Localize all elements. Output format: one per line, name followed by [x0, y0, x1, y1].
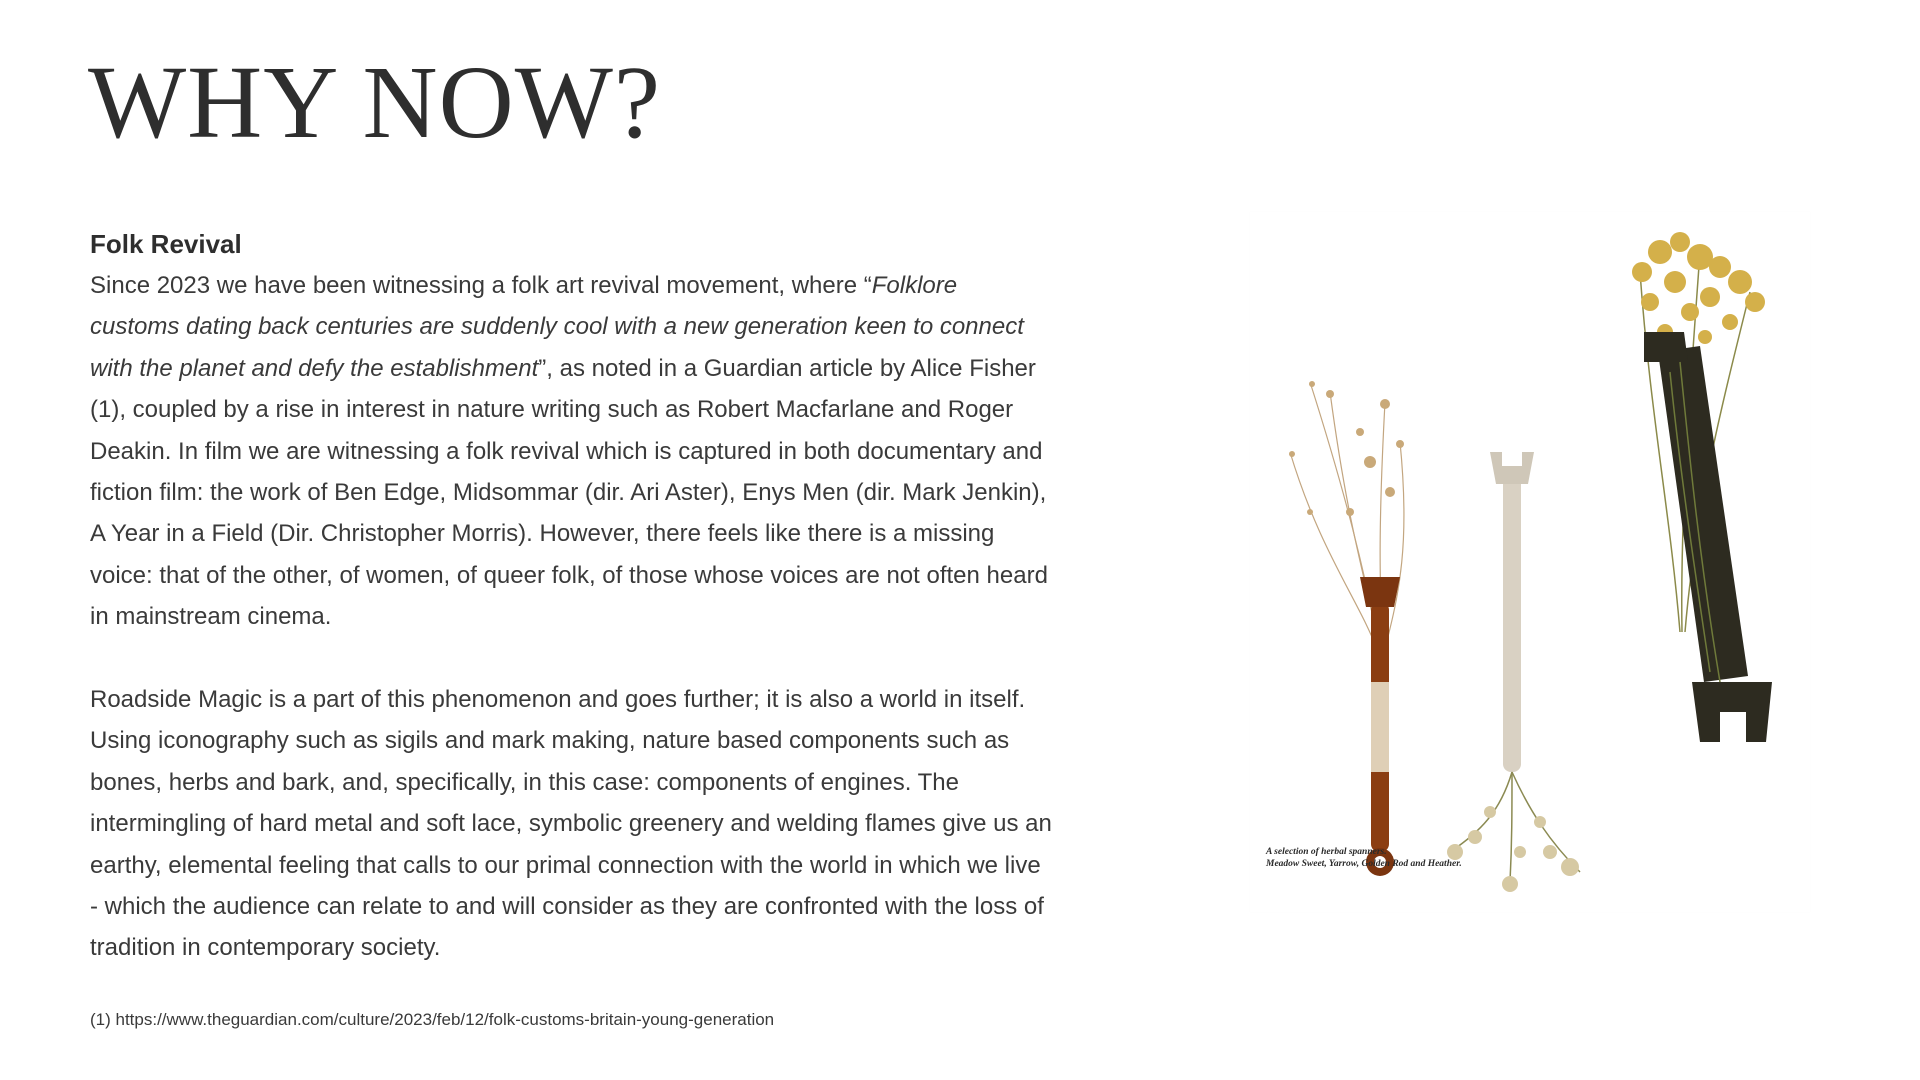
footnote-reference: (1) https://www.theguardian.com/culture/2023/feb/12/folk-customs-britain-young-generation — [90, 1010, 775, 1029]
herbal-spanners-photo — [1250, 212, 1810, 912]
section-heading: Folk Revival — [90, 229, 242, 259]
large-spanner-icon — [1632, 232, 1772, 742]
slide-title: WHY NOW? — [88, 45, 662, 160]
guardian-quote: Folklore customs dating back centuries are suddenly cool with a new generation keen to connect with the planet and defy the establishment — [90, 272, 1024, 382]
caption-line-2: Meadow Sweet, Yarrow, Golden Rod and Heather. — [1266, 859, 1462, 869]
herbal-spanners-illustration — [1250, 212, 1810, 912]
paragraph-folk-revival — [90, 265, 1052, 638]
photo-caption — [1266, 846, 1462, 870]
small-spanner-icon — [1289, 381, 1404, 876]
paragraph-continuation-text: ”, as noted in a Guardian article by Alice Fisher (1), coupled by a rise in interest in nature writing such as Robert Macfarlane and Roger Deakin. In film we are witnessing a folk revival which is captured in both documentary and fiction film: the work of Ben Edge, Midsommar (dir. Ari Aster), Enys Men (dir. Mark Jenkin), A Year in a Field (Dir. Christopher Morris). However, there feels like there is a missing voice: that of the other, of women, of queer folk, of those whose voices are not often heard in mainstream cinema. — [90, 354, 1048, 631]
paragraph-roadside-magic: Roadside Magic is a part of this phenomenon and goes further; it is also a world in itself. Using iconography such as sigils and mark making, nature based components such as bones, herbs and bark, and, specifically, in this case: components of engines. The intermingling of hard metal and soft lace, symbolic greenery and welding flames give us an earthy, elemental feeling that calls to our primal connection with the world in which we live - which the audience can relate to and will consider as they are confronted with the loss of tradition in contemporary society. — [90, 686, 1052, 962]
caption-line-1: A selection of herbal spanners. — [1266, 847, 1387, 857]
medium-spanner-icon — [1447, 448, 1580, 892]
paragraph-intro-text: Since 2023 we have been witnessing a folk art revival movement, where “ — [90, 272, 872, 299]
body-text-column — [90, 224, 1052, 969]
